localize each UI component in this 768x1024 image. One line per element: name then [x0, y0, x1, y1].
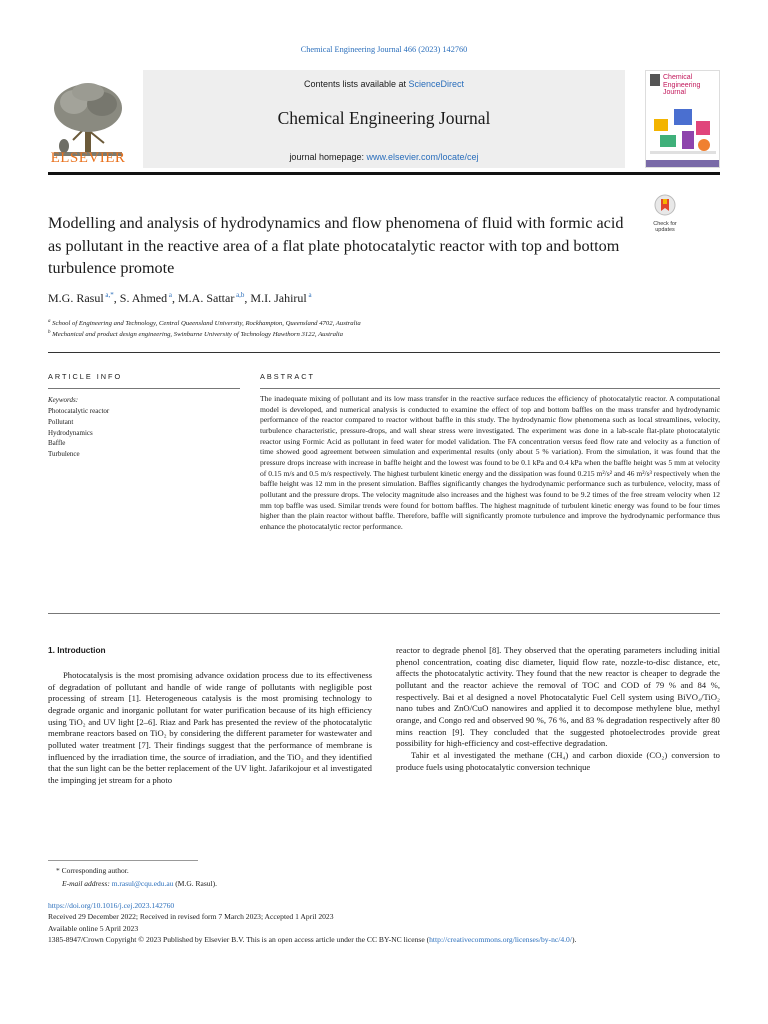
cover-artwork: [646, 101, 720, 161]
author-name[interactable]: S. Ahmed: [119, 291, 168, 305]
journal-name: Chemical Engineering Journal: [277, 108, 491, 128]
journal-cover-thumbnail[interactable]: [645, 70, 720, 168]
license-link[interactable]: http://creativecommons.org/licenses/by-nc/4.0/: [429, 935, 572, 945]
cover-logo-icon: [650, 74, 660, 86]
check-for-updates-badge[interactable]: [645, 194, 685, 232]
keyword: Baffle: [48, 439, 66, 448]
sciencedirect-link[interactable]: ScienceDirect: [408, 79, 465, 89]
dates-line: Received 29 December 2022; Received in revised form 7 March 2023; Accepted 1 April 2023: [48, 912, 334, 922]
keyword: Turbulence: [48, 450, 80, 459]
cover-title: Chemical Engineering Journal: [663, 74, 701, 96]
journal-banner: [143, 70, 625, 168]
article-title: Modelling and analysis of hydrodynamics and flow phenomena of fluid with formic acid as pollutant in the reactive area of a flat plate photocatalytic reactor with top and bottom turbulence promote: [48, 214, 624, 277]
journal-masthead: [48, 70, 720, 172]
author-name[interactable]: M.A. Sattar: [177, 291, 235, 305]
footnote-rule: [48, 860, 198, 861]
email-footnote: E-mail address: m.rasul@cqu.edu.au (M.G. Rasul).: [62, 879, 217, 888]
body-column-right: [396, 645, 720, 773]
abstract-text: The inadequate mixing of pollutant and its low mass transfer in the reactive surface reduces the efficiency of photocatalytic reactor. A computational model is developed, and numerical analysis is conducted to examine the effect of top and bottom baffles on the mass transfer and hydrodynamic performance of the reactor compared to reactor without baffle in this study. The hydrodynamic flow phenomena such as local streamlines, velocity, turbulence characteristic, pressure-drops, and wall shear stress were investigated. The experiment was done in a lab-scale flat-plate photocatalytic reactor using Formic Acid as pollutant in feed water for model validation. The FA concentration versus feed flow rate and velocity as a function of time showed good agreement between simulation and experimental results (only about 5 % variation). From the simulation, it was found that the pressure drops increase with increase in baffle height and the lowest was found to be 0.1 kPa and 0.4 kPa when the baffle height was 5 mm at velocity of 0.15 m/s and 0.5 m/s respectively. The highest turbulent kinetic energy and the dissipation was found 0.215 m²/s² and 46 m²/s³ respectively when the baffle height was 12 mm in the present simulation. Baffles significantly changes the hydrodynamic performance such as turbulence, velocity, mass of pollutant and the pressure drops. The velocity magnitude also increases and the highest was found to be 9.2 times of the free stream velocity when 12 mm top baffle was used. Similar trends were found for bottom baffles. The highest magnitude of turbulent kinetic energy was found to be four times higher than the plain reactor without baffle. Therefore, baffle will significantly promote turbulence and improve the hydrodynamic performance thus enhance the photocatalytic rector performance.: [260, 394, 720, 531]
keywords-list: [48, 406, 109, 460]
email-link[interactable]: m.rasul@cqu.edu.au: [111, 879, 174, 888]
paragraph: Tahir et al investigated the methane (CH₄) and carbon dioxide (CO₂) conversion to produce fuels using photocatalytic conversion technique: [396, 749, 720, 772]
body-column-left: [48, 670, 372, 787]
corresponding-footnote: * Corresponding author.: [56, 866, 129, 875]
article-info-heading: ARTICLE INFO: [48, 372, 123, 381]
contents-line: Contents lists available at ScienceDirect: [303, 79, 465, 89]
article-info-rule: [48, 388, 240, 389]
available-online-line: Available online 5 April 2023: [48, 923, 139, 933]
check-for-updates-label: Check for updates: [653, 221, 677, 233]
keyword: Hydrodynamics: [48, 428, 93, 437]
paragraph: Photocatalysis is the most promising advance oxidation process due to its effectiveness of degradation of pollutant and handle of wide range of pollutants with negligible post processing of stream [1]. Heterogeneous catalysis is the most promising technology to degrade organic and inorganic pollutant for water purification because of its high efficiency using TiO₂ and UV light [2–6]. Riaz and Park has presented the review of the photocatalytic membrane reactors based on TiO₂ by considering the different parameter for wastewater and polluted water treatment [7]. Their findings suggest that the performance of membrane is influenced by the irradiation time, the source of irradiation, and the TiO₂ and they identified that the sun light can be the better replacement of the UV light. Jafarikojour et al investigated the impinging jet stream for a photo: [48, 670, 372, 785]
journal-homepage-link[interactable]: www.elsevier.com/locate/cej: [366, 152, 479, 162]
masthead-rule: [48, 172, 720, 175]
license-line: 1385-8947/Crown Copyright © 2023 Published by Elsevier B.V. This is an open access article under the CC BY-NC license (http://creativecommons.org/licenses/by-nc/4.0/).: [48, 935, 577, 945]
abstract-heading: ABSTRACT: [260, 372, 315, 381]
author-name[interactable]: M.G. Rasul: [48, 291, 104, 305]
author-list: M.G. Rasul $^{a,*}$, S. Ahmed $^a$, M.A. Sattar $^{a,b}$, M.I. Jahirul $^a$: [48, 291, 312, 305]
elsevier-wordmark: ELSEVIER: [50, 150, 126, 166]
section-divider: [48, 352, 720, 353]
affiliation: $^a$ School of Engineering and Technology, Central Queensland University, Rockhampton, Queensland 4702, Australia: [48, 319, 361, 328]
homepage-line: journal homepage: www.elsevier.com/locate/cej: [289, 152, 479, 162]
keyword: Photocatalytic reactor: [48, 407, 110, 415]
author-name[interactable]: M.I. Jahirul: [250, 291, 307, 305]
keyword: Pollutant: [48, 417, 74, 426]
check-for-updates-icon: [654, 194, 676, 216]
cover-footer-bar: [646, 160, 719, 167]
doi-link[interactable]: https://doi.org/10.1016/j.cej.2023.142760: [48, 901, 175, 910]
introduction-heading: 1. Introduction: [48, 645, 106, 655]
keywords-label: Keywords:: [48, 396, 79, 404]
abstract-rule: [260, 388, 720, 389]
paragraph: reactor to degrade phenol [8]. They observed that the operating parameters including initial phenol concentration, coating disc diameter, liquid flow rate, nozzle-to-disc distance, etc, affects the photocatalytic activity. They found that the new reactor is cheaper to degrade the pollutant and the reactor achieve the removal of TOC and COD of 79 % and 84 %, respectively. Bai et al designed a novel Photocatalytic Fuel Cell system using BiVO₄/TiO₂ nano tubes and ZnO/CuO nanowires and applied it to decompose methylene blue, methyl orange, and Congo red and observed 90 %, 76 %, and 83 % degradation respectively after 80 mins reaction [9]. They concluded that the suggested photoelectrodes provide great possibility for high-efficiency and cost-effective degradation.: [396, 645, 720, 749]
abstract-bottom-rule: [48, 613, 720, 614]
journal-reference-link[interactable]: Chemical Engineering Journal 466 (2023) 142760: [300, 45, 468, 54]
publication-info: [48, 900, 720, 946]
affiliation: $^b$ Mechanical and product design engineering, Swinburne University of Technology Hawthorn 3122, Australia: [48, 330, 343, 339]
